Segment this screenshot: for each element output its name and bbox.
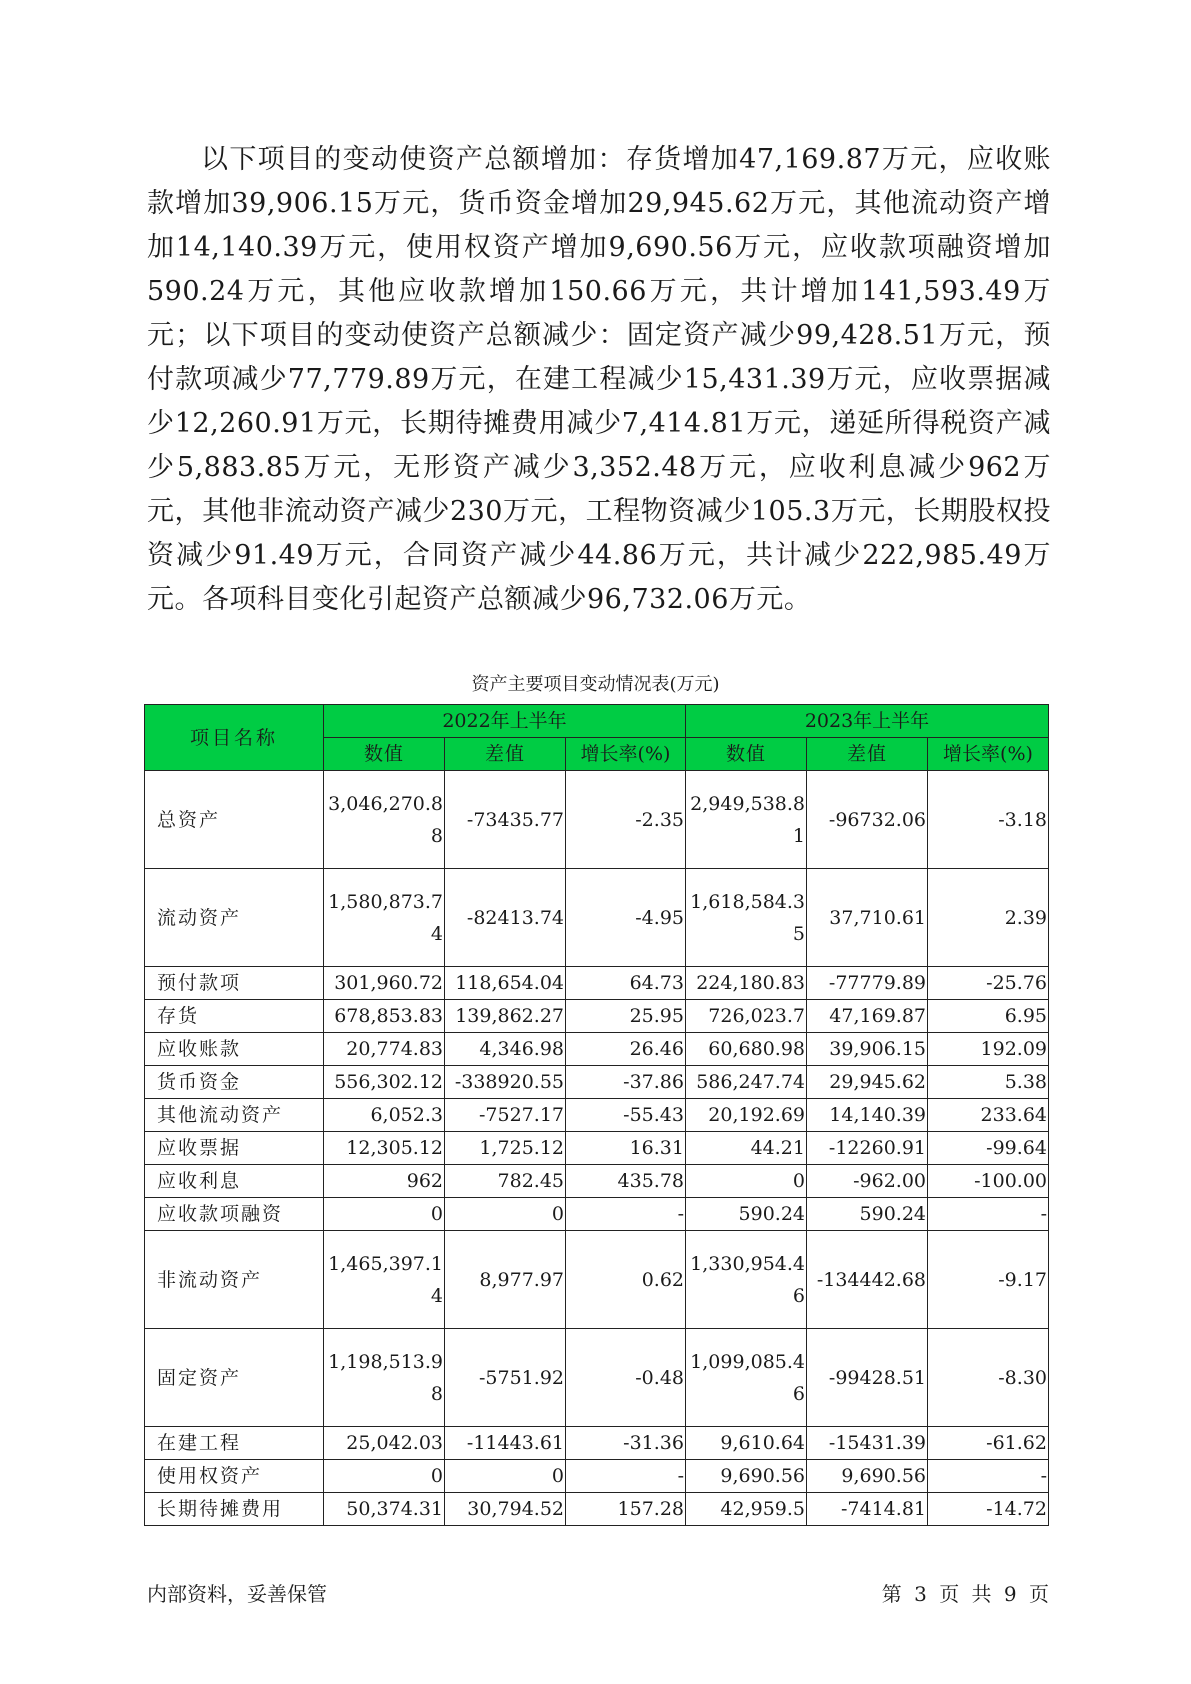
- value-2022: 556,302.12: [324, 1066, 445, 1099]
- value-2023: 586,247.74: [686, 1066, 807, 1099]
- row-label: 长期待摊费用: [145, 1493, 324, 1526]
- rate-2022: -: [566, 1460, 686, 1493]
- asset-change-table: [144, 704, 1049, 1526]
- table-caption: 资产主要项目变动情况表(万元): [471, 674, 720, 695]
- value-2022: 0: [324, 1198, 445, 1231]
- diff-2022: 0: [445, 1198, 566, 1231]
- rate-2023: -100.00: [928, 1165, 1049, 1198]
- value-2022: 20,774.83: [324, 1033, 445, 1066]
- diff-2023: -962.00: [807, 1165, 928, 1198]
- rate-2023: -61.62: [928, 1427, 1049, 1460]
- value-2022: 1,198,513.98: [324, 1329, 445, 1427]
- value-2023: 60,680.98: [686, 1033, 807, 1066]
- value-2023: 224,180.83: [686, 967, 807, 1000]
- rate-2022: 157.28: [566, 1493, 686, 1526]
- header-period-2022: 2022年上半年: [324, 705, 686, 738]
- table-row: [145, 1493, 1049, 1526]
- row-label: 在建工程: [145, 1427, 324, 1460]
- value-2022: 301,960.72: [324, 967, 445, 1000]
- table-row: [145, 1460, 1049, 1493]
- value-2023: 1,099,085.46: [686, 1329, 807, 1427]
- diff-2023: -96732.06: [807, 771, 928, 869]
- value-2023: 590.24: [686, 1198, 807, 1231]
- diff-2022: 30,794.52: [445, 1493, 566, 1526]
- rate-2022: -0.48: [566, 1329, 686, 1427]
- diff-2023: -134442.68: [807, 1231, 928, 1329]
- header-diff-2022: 差值: [445, 738, 566, 771]
- diff-2023: -12260.91: [807, 1132, 928, 1165]
- rate-2022: 26.46: [566, 1033, 686, 1066]
- header-value-2022: 数值: [324, 738, 445, 771]
- diff-2023: -77779.89: [807, 967, 928, 1000]
- rate-2022: 0.62: [566, 1231, 686, 1329]
- rate-2022: 64.73: [566, 967, 686, 1000]
- rate-2022: 435.78: [566, 1165, 686, 1198]
- value-2023: 9,690.56: [686, 1460, 807, 1493]
- rate-2022: -2.35: [566, 771, 686, 869]
- table-row: [145, 1165, 1049, 1198]
- row-label: 应收票据: [145, 1132, 324, 1165]
- diff-2023: 47,169.87: [807, 1000, 928, 1033]
- table-row: [145, 771, 1049, 869]
- value-2022: 25,042.03: [324, 1427, 445, 1460]
- table-row: [145, 1099, 1049, 1132]
- row-label: 货币资金: [145, 1066, 324, 1099]
- diff-2023: 37,710.61: [807, 869, 928, 967]
- rate-2022: -37.86: [566, 1066, 686, 1099]
- value-2022: 3,046,270.88: [324, 771, 445, 869]
- rate-2023: -: [928, 1460, 1049, 1493]
- diff-2023: 14,140.39: [807, 1099, 928, 1132]
- diff-2023: 29,945.62: [807, 1066, 928, 1099]
- row-label: 存货: [145, 1000, 324, 1033]
- row-label: 其他流动资产: [145, 1099, 324, 1132]
- table-row: [145, 967, 1049, 1000]
- value-2022: 0: [324, 1460, 445, 1493]
- row-label: 总资产: [145, 771, 324, 869]
- table-row: [145, 1231, 1049, 1329]
- diff-2022: -7527.17: [445, 1099, 566, 1132]
- header-diff-2023: 差值: [807, 738, 928, 771]
- value-2022: 12,305.12: [324, 1132, 445, 1165]
- diff-2022: -73435.77: [445, 771, 566, 869]
- rate-2022: -31.36: [566, 1427, 686, 1460]
- rate-2023: -: [928, 1198, 1049, 1231]
- diff-2022: 118,654.04: [445, 967, 566, 1000]
- value-2022: 50,374.31: [324, 1493, 445, 1526]
- row-label: 应收账款: [145, 1033, 324, 1066]
- value-2022: 678,853.83: [324, 1000, 445, 1033]
- diff-2022: 8,977.97: [445, 1231, 566, 1329]
- value-2022: 6,052.3: [324, 1099, 445, 1132]
- value-2023: 42,959.5: [686, 1493, 807, 1526]
- diff-2022: -338920.55: [445, 1066, 566, 1099]
- value-2023: 2,949,538.81: [686, 771, 807, 869]
- header-period-2023: 2023年上半年: [686, 705, 1049, 738]
- row-label: 应收利息: [145, 1165, 324, 1198]
- table-row: [145, 869, 1049, 967]
- rate-2022: -4.95: [566, 869, 686, 967]
- rate-2023: -25.76: [928, 967, 1049, 1000]
- header-rate-2023: 增长率(%): [928, 738, 1049, 771]
- value-2022: 1,465,397.14: [324, 1231, 445, 1329]
- diff-2022: 782.45: [445, 1165, 566, 1198]
- diff-2023: -7414.81: [807, 1493, 928, 1526]
- header-row-periods: [145, 705, 1049, 738]
- diff-2022: -5751.92: [445, 1329, 566, 1427]
- footer-confidential-note: 内部资料，妥善保管: [147, 1582, 327, 1606]
- rate-2023: -8.30: [928, 1329, 1049, 1427]
- diff-2022: 4,346.98: [445, 1033, 566, 1066]
- value-2023: 20,192.69: [686, 1099, 807, 1132]
- row-label: 应收款项融资: [145, 1198, 324, 1231]
- table-row: [145, 1066, 1049, 1099]
- rate-2023: -3.18: [928, 771, 1049, 869]
- rate-2023: 2.39: [928, 869, 1049, 967]
- table-row: [145, 1033, 1049, 1066]
- analysis-paragraph: 以下项目的变动使资产总额增加：存货增加47,169.87万元，应收账款增加39,906.15万元，货币资金增加29,945.62万元，其他流动资产增加14,140.39万元，使用权资产增加9,690.56万元，应收款项融资增加590.24万元，其他应收款增加150.66万元，共计增加141,593.49万元；以下项目的变动使资产总额减少：固定资产减少99,428.51万元，预付款项减少77,779.89万元，在建工程减少15,431.39万元，应收票据减少12,260.91万元，长期待摊费用减少7,414.81万元，递延所得税资产减少5,883.85万元，无形资产减少3,352.48万元，应收利息减少962万元，其他非流动资产减少230万元，工程物资减少105.3万元，长期股权投资减少91.49万元，合同资产减少44.86万元，共计减少222,985.49万元。各项科目变化引起资产总额减少96,732.06万元。: [147, 144, 1051, 615]
- diff-2022: 1,725.12: [445, 1132, 566, 1165]
- row-label: 预付款项: [145, 967, 324, 1000]
- table-row: [145, 1198, 1049, 1231]
- rate-2023: -9.17: [928, 1231, 1049, 1329]
- row-label: 固定资产: [145, 1329, 324, 1427]
- diff-2022: -82413.74: [445, 869, 566, 967]
- rate-2023: -99.64: [928, 1132, 1049, 1165]
- rate-2023: 5.38: [928, 1066, 1049, 1099]
- value-2023: 1,618,584.35: [686, 869, 807, 967]
- rate-2023: 192.09: [928, 1033, 1049, 1066]
- header-value-2023: 数值: [686, 738, 807, 771]
- rate-2023: -14.72: [928, 1493, 1049, 1526]
- rate-2022: -: [566, 1198, 686, 1231]
- diff-2022: -11443.61: [445, 1427, 566, 1460]
- rate-2023: 233.64: [928, 1099, 1049, 1132]
- value-2022: 962: [324, 1165, 445, 1198]
- diff-2023: 590.24: [807, 1198, 928, 1231]
- value-2023: 0: [686, 1165, 807, 1198]
- rate-2023: 6.95: [928, 1000, 1049, 1033]
- diff-2023: 39,906.15: [807, 1033, 928, 1066]
- rate-2022: -55.43: [566, 1099, 686, 1132]
- diff-2023: -15431.39: [807, 1427, 928, 1460]
- value-2023: 1,330,954.46: [686, 1231, 807, 1329]
- header-item-name: 项目名称: [145, 705, 324, 771]
- value-2022: 1,580,873.74: [324, 869, 445, 967]
- row-label: 非流动资产: [145, 1231, 324, 1329]
- diff-2023: 9,690.56: [807, 1460, 928, 1493]
- row-label: 使用权资产: [145, 1460, 324, 1493]
- header-rate-2022: 增长率(%): [566, 738, 686, 771]
- rate-2022: 16.31: [566, 1132, 686, 1165]
- diff-2023: -99428.51: [807, 1329, 928, 1427]
- value-2023: 9,610.64: [686, 1427, 807, 1460]
- footer-page-number: 第 3 页 共 9 页: [881, 1582, 1049, 1606]
- rate-2022: 25.95: [566, 1000, 686, 1033]
- table-row: [145, 1427, 1049, 1460]
- table-row: [145, 1132, 1049, 1165]
- table-row: [145, 1329, 1049, 1427]
- row-label: 流动资产: [145, 869, 324, 967]
- table-row: [145, 1000, 1049, 1033]
- value-2023: 44.21: [686, 1132, 807, 1165]
- diff-2022: 139,862.27: [445, 1000, 566, 1033]
- value-2023: 726,023.7: [686, 1000, 807, 1033]
- diff-2022: 0: [445, 1460, 566, 1493]
